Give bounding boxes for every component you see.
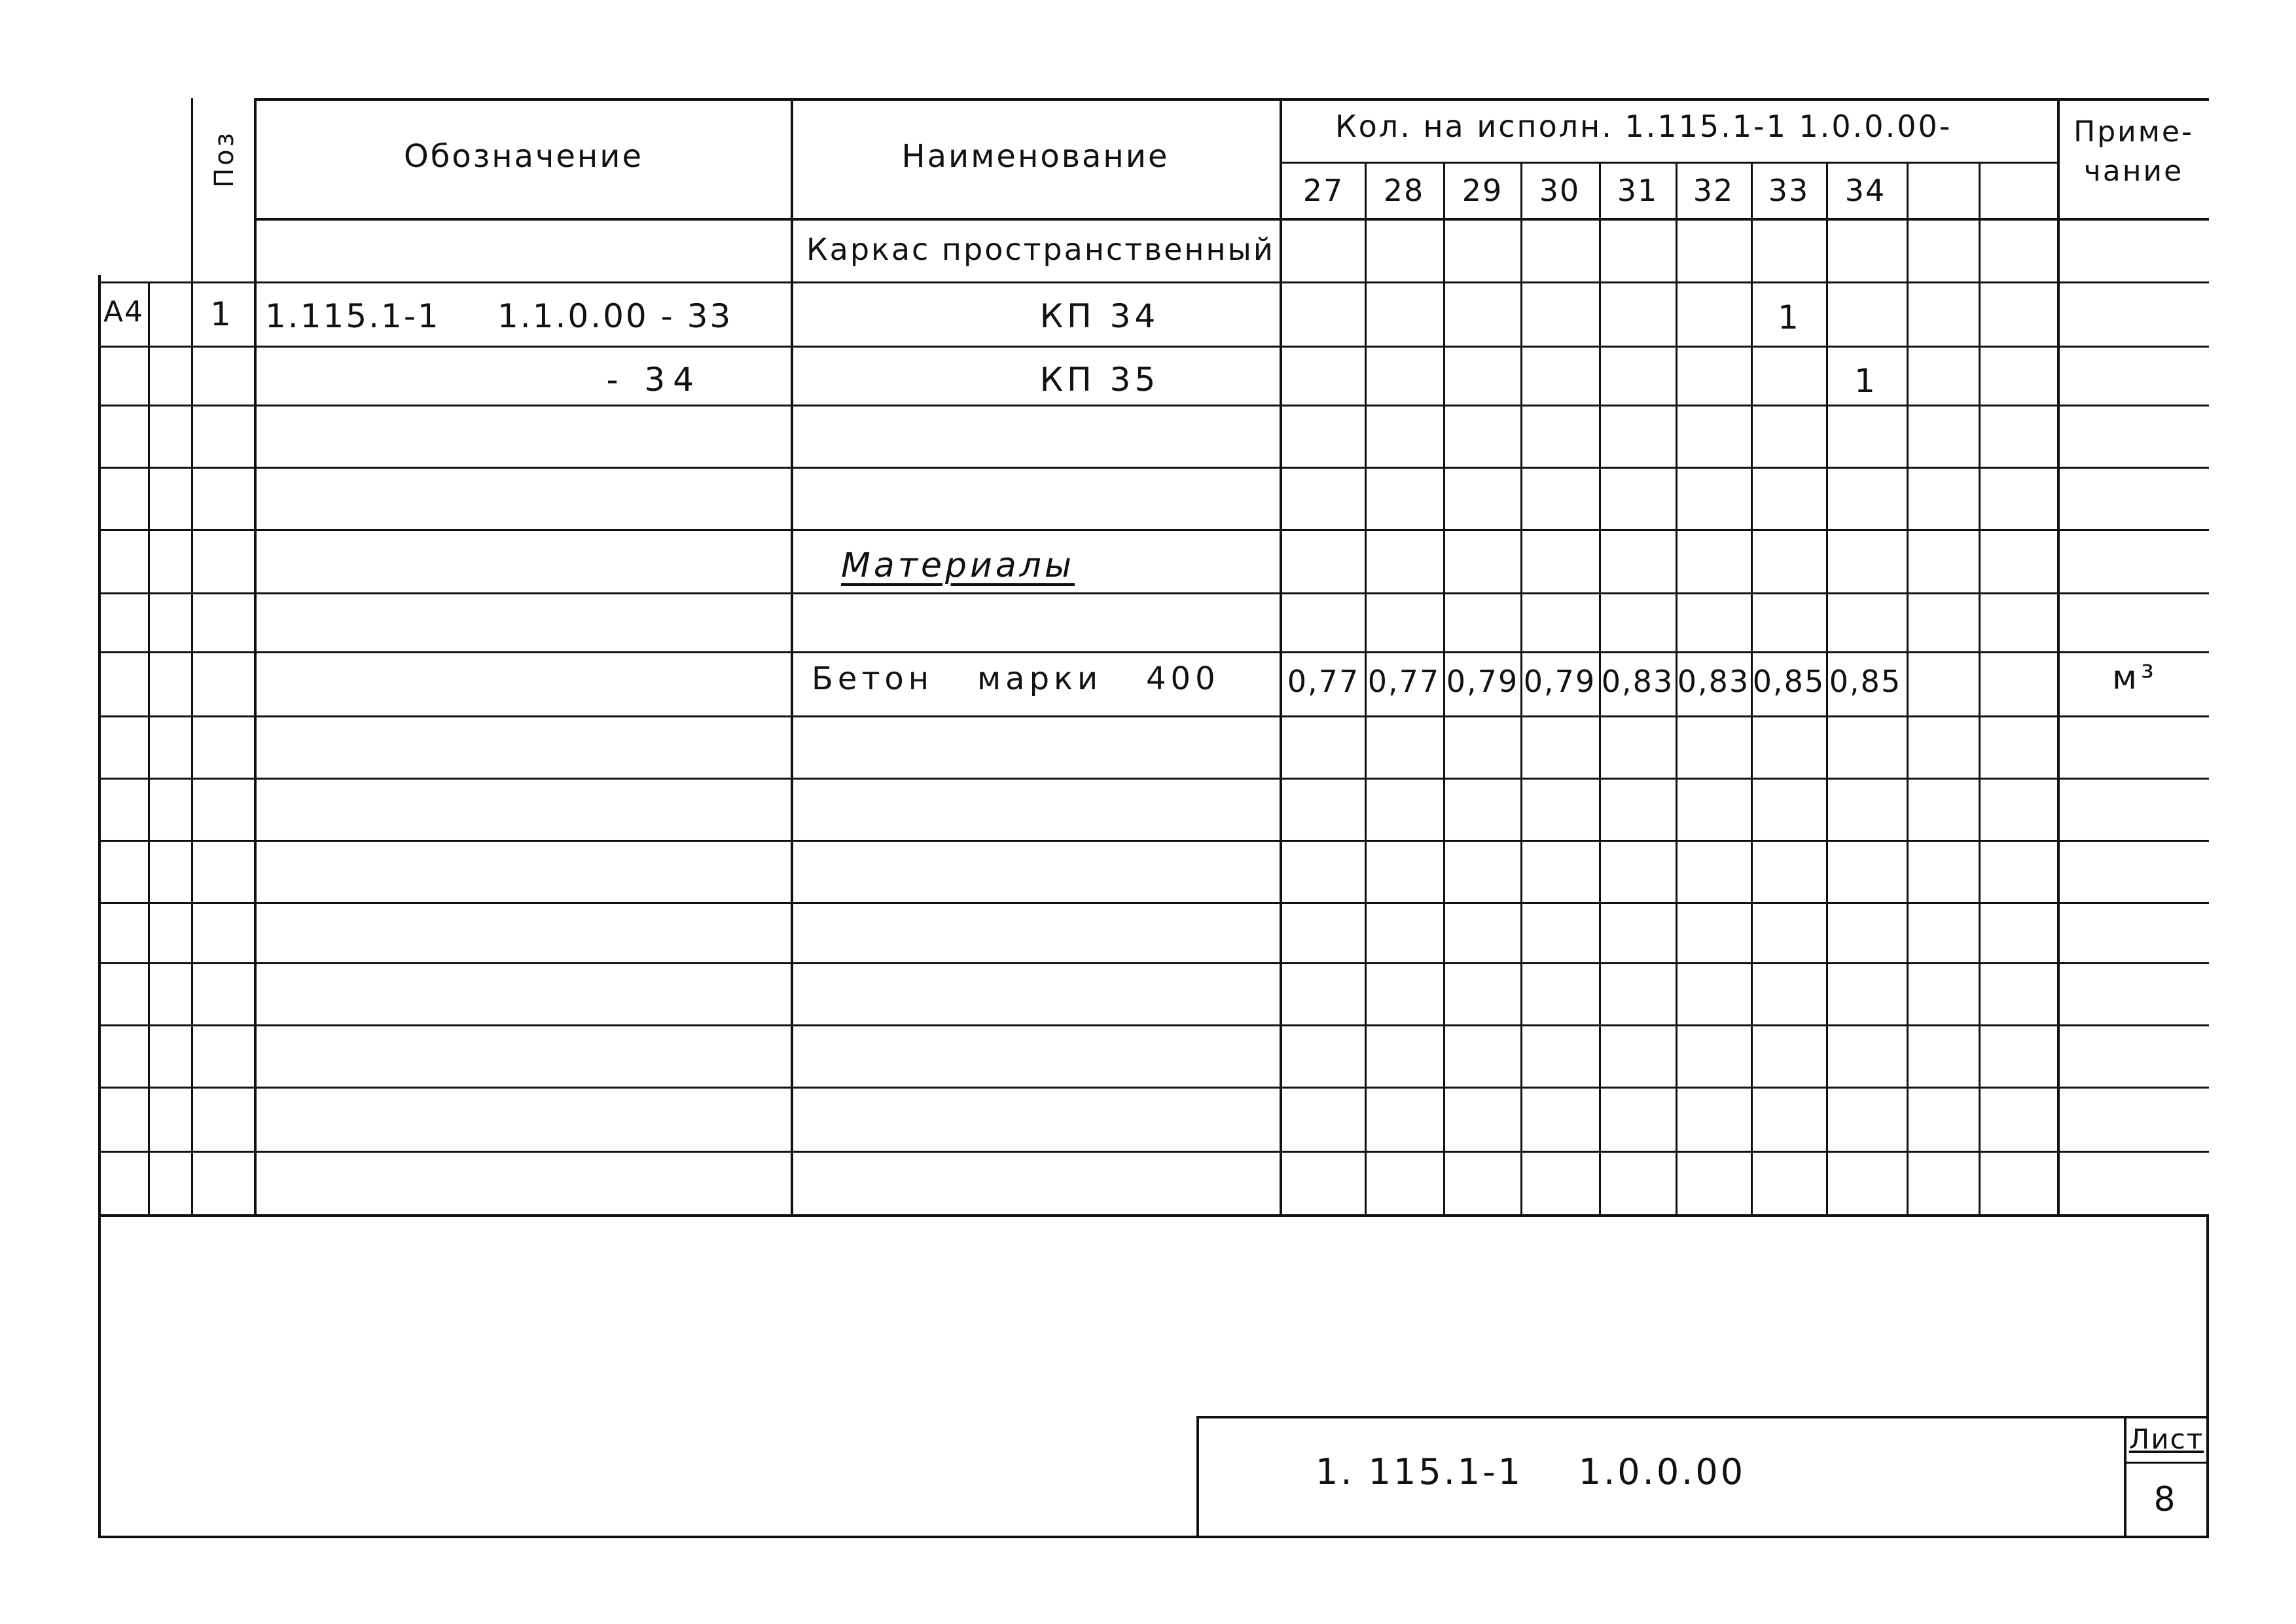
concrete-value-29: 0,79 — [1446, 664, 1519, 699]
concrete-unit: м³ — [2112, 659, 2158, 696]
row-line-9 — [98, 778, 2209, 780]
col-line-31 — [1599, 162, 1601, 1216]
title-block-document-code: 1. 115.1-1 1.0.0.00 — [1316, 1451, 1746, 1492]
row-2-format: А4 — [103, 295, 145, 329]
col-line-35 — [1907, 162, 1909, 1216]
title-block-top-line — [1196, 1416, 2209, 1418]
column-header-33: 33 — [1768, 173, 1810, 208]
row-line-5 — [98, 529, 2209, 531]
concrete-value-34: 0,85 — [1829, 664, 1902, 699]
col-line-zone — [191, 98, 193, 1216]
frame-bottom-line — [98, 1536, 2209, 1538]
column-header-31: 31 — [1617, 173, 1659, 208]
row-2-qty-33: 1 — [1778, 298, 1800, 336]
column-header-29: 29 — [1462, 173, 1503, 208]
col-line-34 — [1826, 162, 1828, 1216]
header-designation: Обозначение — [403, 138, 644, 175]
header-bottom-line — [255, 218, 2209, 221]
row-line-13 — [98, 1024, 2209, 1026]
row-line-3 — [98, 405, 2209, 406]
row-line-10 — [98, 840, 2209, 842]
concrete-value-33: 0,85 — [1752, 664, 1825, 699]
row-line-12 — [98, 962, 2209, 964]
section-materials-title: Материалы — [841, 546, 1075, 585]
concrete-value-28: 0,77 — [1367, 664, 1441, 699]
row-2-pos: 1 — [210, 295, 235, 333]
row-line-7 — [98, 651, 2209, 653]
concrete-row-name: Бетон марки 400 — [812, 660, 1220, 697]
row-line-1 — [98, 281, 2209, 283]
col-line-name — [1280, 98, 1282, 1216]
table-bottom-line — [98, 1214, 2209, 1217]
row-3-name: КП 35 — [1039, 361, 1160, 399]
col-line-36 — [1979, 162, 1981, 1216]
frame-top-line — [255, 98, 2209, 101]
row-2-name: КП 34 — [1039, 297, 1160, 335]
concrete-value-27: 0,77 — [1287, 664, 1360, 699]
row-3-qty-34: 1 — [1854, 362, 1876, 400]
concrete-value-31: 0,83 — [1601, 664, 1674, 699]
concrete-value-30: 0,79 — [1523, 664, 1596, 699]
header-quantity: Кол. на исполн. 1.115.1-1 1.0.0.00- — [1335, 109, 1952, 144]
column-header-34: 34 — [1844, 173, 1886, 208]
header-pos: Поз — [209, 130, 240, 188]
title-block-left-line — [1196, 1416, 1199, 1538]
concrete-value-32: 0,83 — [1677, 664, 1750, 699]
row-line-4 — [98, 467, 2209, 469]
column-header-28: 28 — [1383, 173, 1425, 208]
row-line-2 — [98, 346, 2209, 348]
sheet-box-left-line — [2124, 1416, 2126, 1538]
column-header-27: 27 — [1302, 173, 1344, 208]
sheet-label: Лист — [2128, 1423, 2204, 1455]
row-1-name: Каркас пространственный — [806, 232, 1275, 267]
frame-right-line — [2206, 1215, 2209, 1538]
row-line-11 — [98, 902, 2209, 904]
sheet-number: 8 — [2153, 1480, 2179, 1519]
header-mid-line — [1280, 162, 2058, 164]
sheet-box-mid-line — [2124, 1462, 2209, 1464]
row-line-6 — [98, 592, 2209, 594]
row-line-8 — [98, 715, 2209, 717]
col-line-30 — [1520, 162, 1522, 1216]
col-line-pos — [254, 98, 257, 1216]
row-2-designation-code: 1.115.1-1 — [265, 297, 440, 335]
row-line-14 — [98, 1087, 2209, 1089]
col-line-28 — [1365, 162, 1367, 1216]
header-name: Наименование — [901, 138, 1170, 175]
column-header-30: 30 — [1539, 173, 1581, 208]
column-header-32: 32 — [1693, 173, 1734, 208]
row-2-designation-suffix: 1.1.0.00 - 33 — [497, 297, 733, 335]
frame-left-line — [98, 275, 101, 1538]
row-3-designation-suffix: - 34 — [606, 361, 702, 399]
col-line-29 — [1443, 162, 1445, 1216]
header-note-line-2: чание — [2083, 154, 2184, 188]
col-line-designation — [791, 98, 793, 1216]
header-note-line-1: Приме- — [2073, 115, 2194, 149]
col-line-format — [148, 281, 150, 1216]
row-line-15 — [98, 1151, 2209, 1153]
col-line-note — [2057, 98, 2060, 1216]
